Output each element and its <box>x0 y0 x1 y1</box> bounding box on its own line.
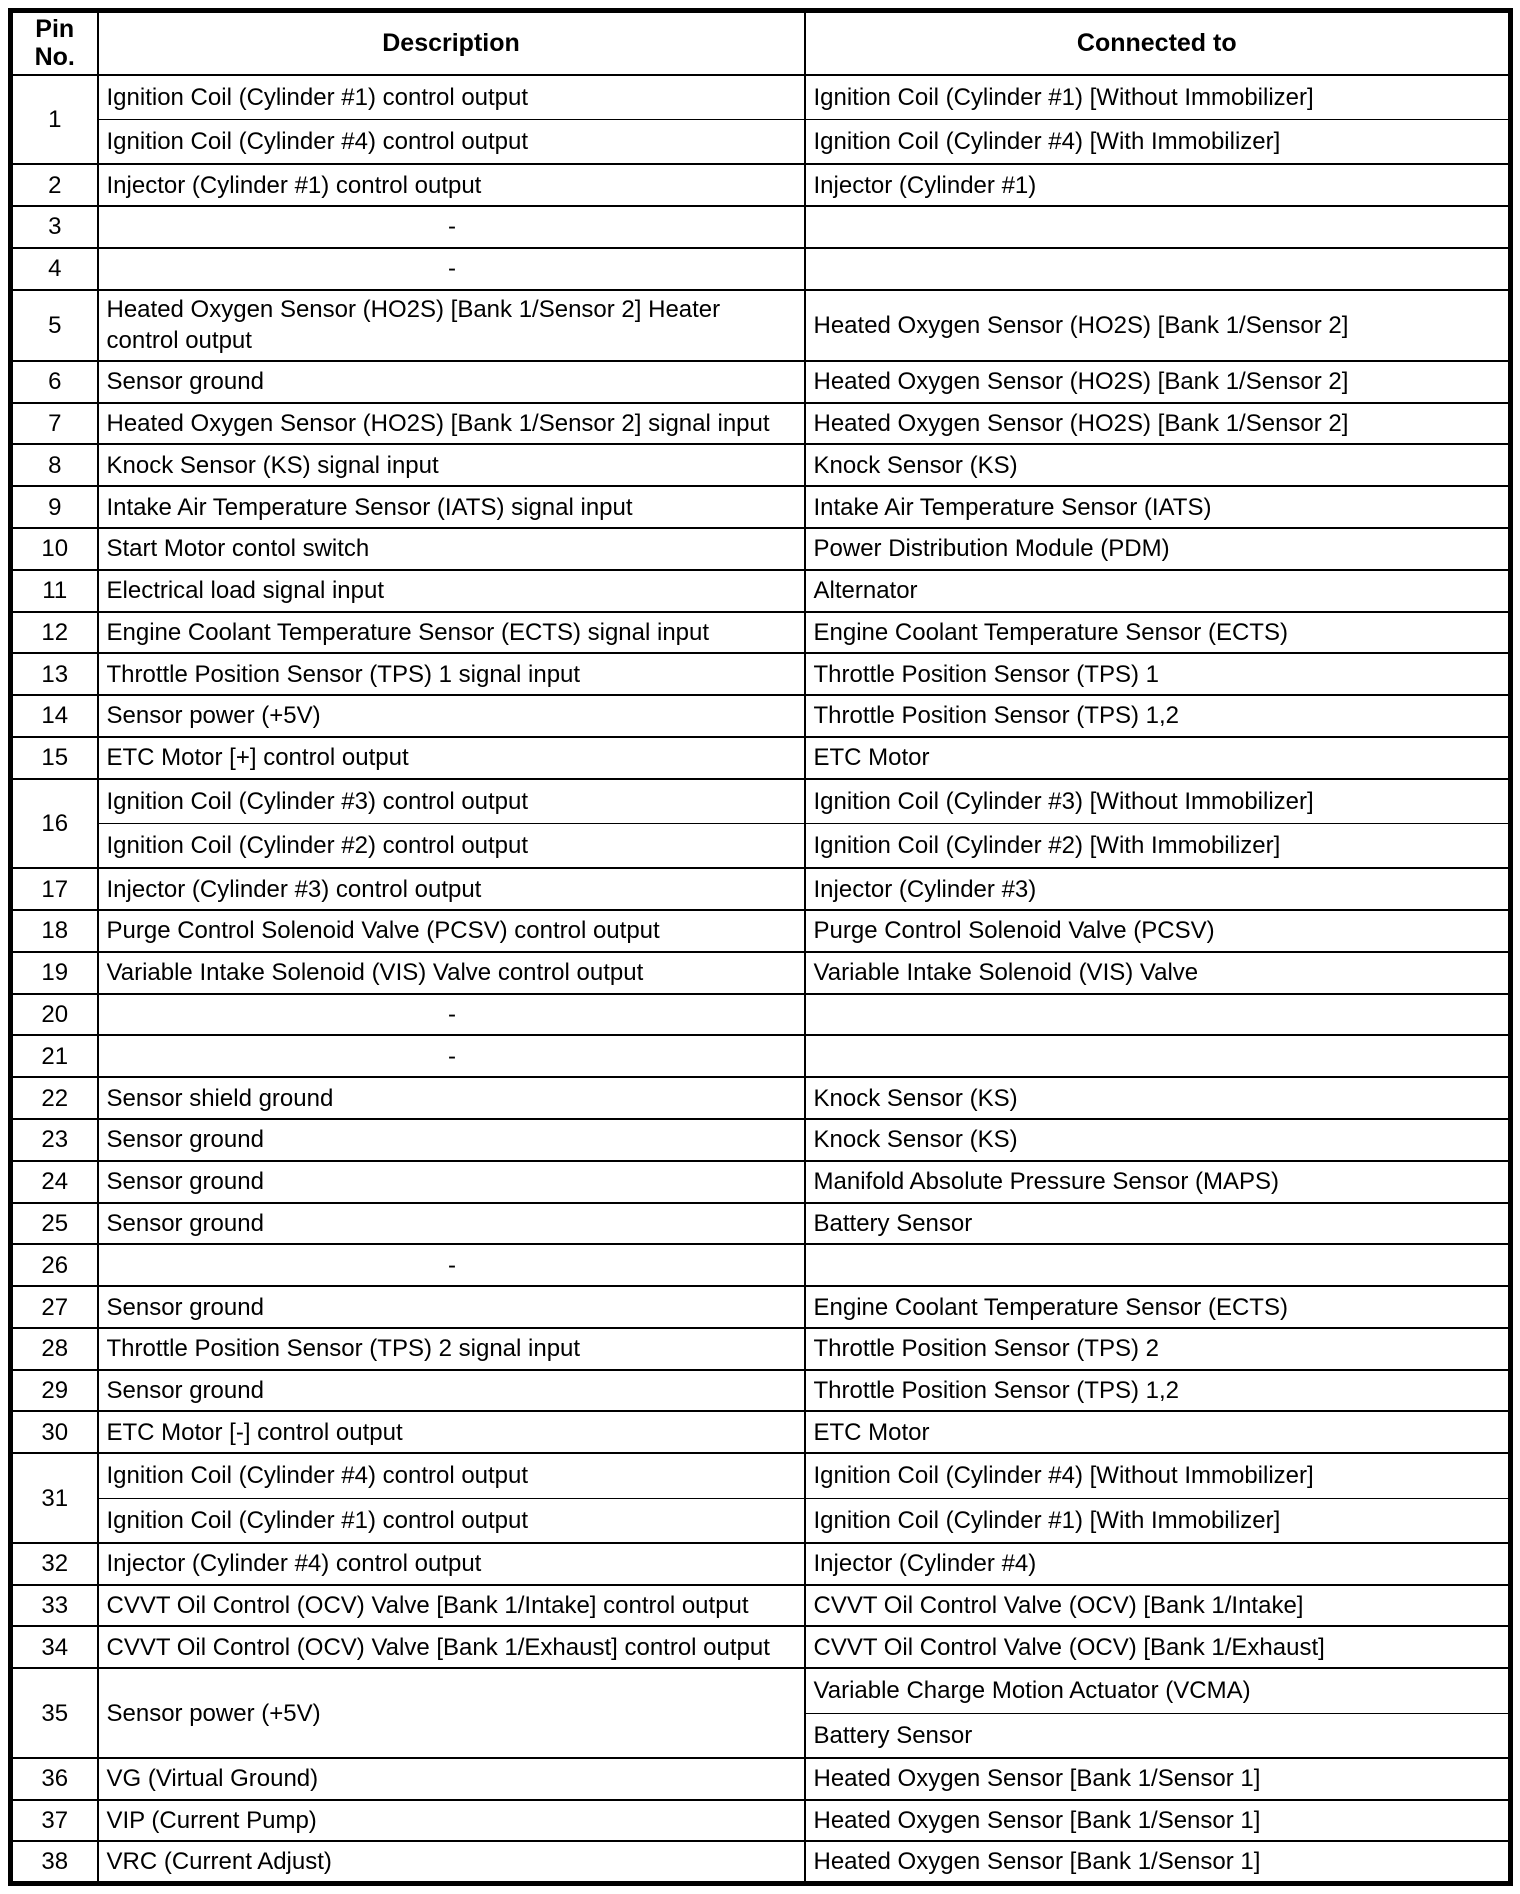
connected-to-cell: Knock Sensor (KS) <box>805 1077 1511 1119</box>
pin-number-cell: 15 <box>11 737 98 779</box>
connected-to-cell: Ignition Coil (Cylinder #1) [With Immobilizer] <box>805 1498 1511 1543</box>
pin-number-cell: 5 <box>11 290 98 361</box>
table-row <box>11 695 1511 737</box>
table-row <box>11 248 1511 290</box>
description-cell: - <box>98 206 805 248</box>
table-header-row <box>11 11 1511 75</box>
table-row <box>11 206 1511 248</box>
table-row <box>11 1543 1511 1585</box>
connected-to-cell: Manifold Absolute Pressure Sensor (MAPS) <box>805 1161 1511 1203</box>
pin-number-cell: 7 <box>11 403 98 445</box>
pin-number-cell: 36 <box>11 1758 98 1800</box>
description-cell: Sensor power (+5V) <box>98 695 805 737</box>
pin-number-cell: 2 <box>11 164 98 206</box>
description-cell: VG (Virtual Ground) <box>98 1758 805 1800</box>
pin-number-cell: 31 <box>11 1453 98 1543</box>
pin-number-cell: 13 <box>11 653 98 695</box>
connected-to-cell: Purge Control Solenoid Valve (PCSV) <box>805 910 1511 952</box>
pin-number-cell: 28 <box>11 1328 98 1370</box>
description-cell: - <box>98 994 805 1036</box>
description-cell: Throttle Position Sensor (TPS) 1 signal input <box>98 653 805 695</box>
pin-number-cell: 27 <box>11 1286 98 1328</box>
connected-to-cell: Throttle Position Sensor (TPS) 1 <box>805 653 1511 695</box>
table-row <box>11 1244 1511 1286</box>
table-row <box>11 868 1511 910</box>
pin-number-cell: 17 <box>11 868 98 910</box>
description-cell: Sensor shield ground <box>98 1077 805 1119</box>
description-cell: Ignition Coil (Cylinder #1) control output <box>98 75 805 120</box>
description-cell: Ignition Coil (Cylinder #4) control output <box>98 119 805 164</box>
description-cell: Variable Intake Solenoid (VIS) Valve control output <box>98 952 805 994</box>
description-cell: Injector (Cylinder #3) control output <box>98 868 805 910</box>
pin-number-cell: 6 <box>11 361 98 403</box>
pin-number-cell: 18 <box>11 910 98 952</box>
connected-to-cell: Heated Oxygen Sensor (HO2S) [Bank 1/Sensor 2] <box>805 361 1511 403</box>
connected-to-cell: Power Distribution Module (PDM) <box>805 528 1511 570</box>
pin-number-cell: 24 <box>11 1161 98 1203</box>
connected-to-cell: Injector (Cylinder #4) <box>805 1543 1511 1585</box>
table-row <box>11 1585 1511 1627</box>
table-row <box>11 1119 1511 1161</box>
connected-to-cell: Engine Coolant Temperature Sensor (ECTS) <box>805 612 1511 654</box>
connected-to-cell: Heated Oxygen Sensor (HO2S) [Bank 1/Sensor 2] <box>805 290 1511 361</box>
table-row <box>11 612 1511 654</box>
header-pin-line1: Pin <box>35 15 75 44</box>
connected-to-cell: Ignition Coil (Cylinder #4) [Without Immobilizer] <box>805 1453 1511 1498</box>
table-row <box>11 486 1511 528</box>
connected-to-cell: Intake Air Temperature Sensor (IATS) <box>805 486 1511 528</box>
table-row <box>11 528 1511 570</box>
table-row <box>11 823 1511 868</box>
description-cell: Sensor ground <box>98 361 805 403</box>
pin-number-cell: 26 <box>11 1244 98 1286</box>
description-cell: ETC Motor [+] control output <box>98 737 805 779</box>
connected-to-cell <box>805 248 1511 290</box>
table-row <box>11 1841 1511 1883</box>
connected-to-cell: Battery Sensor <box>805 1713 1511 1758</box>
table-row <box>11 1161 1511 1203</box>
table-row <box>11 290 1511 361</box>
table-row <box>11 1758 1511 1800</box>
pin-number-cell: 1 <box>11 75 98 165</box>
connected-to-cell: Heated Oxygen Sensor [Bank 1/Sensor 1] <box>805 1841 1511 1883</box>
connected-to-cell: Injector (Cylinder #1) <box>805 164 1511 206</box>
connected-to-cell: Throttle Position Sensor (TPS) 1,2 <box>805 695 1511 737</box>
description-cell: VRC (Current Adjust) <box>98 1841 805 1883</box>
connected-to-cell: Alternator <box>805 570 1511 612</box>
connected-to-cell: Heated Oxygen Sensor (HO2S) [Bank 1/Sensor 2] <box>805 403 1511 445</box>
pinout-table <box>8 8 1513 1886</box>
pin-number-cell: 38 <box>11 1841 98 1883</box>
description-cell: Injector (Cylinder #4) control output <box>98 1543 805 1585</box>
table-row <box>11 1498 1511 1543</box>
pin-number-cell: 12 <box>11 612 98 654</box>
connected-to-cell: Ignition Coil (Cylinder #4) [With Immobilizer] <box>805 119 1511 164</box>
table-row <box>11 444 1511 486</box>
table-row <box>11 1203 1511 1245</box>
connected-to-cell: Heated Oxygen Sensor [Bank 1/Sensor 1] <box>805 1800 1511 1842</box>
connected-to-cell: Knock Sensor (KS) <box>805 444 1511 486</box>
table-row <box>11 1668 1511 1713</box>
table-row <box>11 952 1511 994</box>
connected-to-cell: Variable Charge Motion Actuator (VCMA) <box>805 1668 1511 1713</box>
description-cell: Sensor ground <box>98 1203 805 1245</box>
description-cell: Intake Air Temperature Sensor (IATS) signal input <box>98 486 805 528</box>
table-row <box>11 570 1511 612</box>
table-row <box>11 1800 1511 1842</box>
description-cell: Sensor ground <box>98 1370 805 1412</box>
table-row <box>11 1453 1511 1498</box>
connected-to-cell: CVVT Oil Control Valve (OCV) [Bank 1/Intake] <box>805 1585 1511 1627</box>
description-cell: Sensor ground <box>98 1119 805 1161</box>
description-cell: VIP (Current Pump) <box>98 1800 805 1842</box>
description-cell: Engine Coolant Temperature Sensor (ECTS) signal input <box>98 612 805 654</box>
connected-to-cell: Knock Sensor (KS) <box>805 1119 1511 1161</box>
pin-number-cell: 35 <box>11 1668 98 1758</box>
table-row <box>11 1328 1511 1370</box>
description-cell: Injector (Cylinder #1) control output <box>98 164 805 206</box>
pin-number-cell: 10 <box>11 528 98 570</box>
connected-to-cell: ETC Motor <box>805 737 1511 779</box>
description-cell: Electrical load signal input <box>98 570 805 612</box>
connected-to-cell: Throttle Position Sensor (TPS) 2 <box>805 1328 1511 1370</box>
table-row <box>11 75 1511 120</box>
pin-number-cell: 21 <box>11 1035 98 1077</box>
table-row <box>11 1077 1511 1119</box>
table-row <box>11 164 1511 206</box>
connected-to-cell: Injector (Cylinder #3) <box>805 868 1511 910</box>
table-row <box>11 779 1511 824</box>
connected-to-cell: Ignition Coil (Cylinder #2) [With Immobilizer] <box>805 823 1511 868</box>
connected-to-cell <box>805 1244 1511 1286</box>
table-row <box>11 1626 1511 1668</box>
table-row <box>11 1370 1511 1412</box>
table-row <box>11 910 1511 952</box>
pin-number-cell: 4 <box>11 248 98 290</box>
connected-to-cell: Ignition Coil (Cylinder #3) [Without Immobilizer] <box>805 779 1511 824</box>
description-cell: Ignition Coil (Cylinder #1) control output <box>98 1498 805 1543</box>
pin-number-cell: 22 <box>11 1077 98 1119</box>
connected-to-cell: Ignition Coil (Cylinder #1) [Without Immobilizer] <box>805 75 1511 120</box>
connected-to-cell <box>805 206 1511 248</box>
description-text: Heated Oxygen Sensor (HO2S) [Bank 1/Sensor 2] Heater control output <box>106 296 721 355</box>
connected-to-cell: Battery Sensor <box>805 1203 1511 1245</box>
header-description: Description <box>98 11 805 75</box>
pin-number-cell: 20 <box>11 994 98 1036</box>
description-cell: Purge Control Solenoid Valve (PCSV) control output <box>98 910 805 952</box>
table-row <box>11 403 1511 445</box>
table-row <box>11 737 1511 779</box>
description-cell: Sensor ground <box>98 1286 805 1328</box>
table-row <box>11 1035 1511 1077</box>
description-cell: Heated Oxygen Sensor (HO2S) [Bank 1/Sensor 2] signal input <box>98 403 805 445</box>
pin-number-cell: 32 <box>11 1543 98 1585</box>
pin-number-cell: 11 <box>11 570 98 612</box>
connected-to-cell <box>805 1035 1511 1077</box>
description-cell: Sensor power (+5V) <box>98 1668 805 1758</box>
pin-number-cell: 37 <box>11 1800 98 1842</box>
description-cell: - <box>98 248 805 290</box>
description-cell: ETC Motor [-] control output <box>98 1411 805 1453</box>
connected-to-cell: CVVT Oil Control Valve (OCV) [Bank 1/Exhaust] <box>805 1626 1511 1668</box>
description-cell: Ignition Coil (Cylinder #3) control output <box>98 779 805 824</box>
pin-number-cell: 30 <box>11 1411 98 1453</box>
connected-to-cell <box>805 994 1511 1036</box>
pin-number-cell: 16 <box>11 779 98 869</box>
table-row <box>11 119 1511 164</box>
pin-number-cell: 23 <box>11 1119 98 1161</box>
header-pin-line2: No. <box>34 43 75 72</box>
description-cell: Ignition Coil (Cylinder #4) control output <box>98 1453 805 1498</box>
connected-to-cell: ETC Motor <box>805 1411 1511 1453</box>
description-cell: Throttle Position Sensor (TPS) 2 signal input <box>98 1328 805 1370</box>
description-cell: Ignition Coil (Cylinder #2) control output <box>98 823 805 868</box>
table-row <box>11 653 1511 695</box>
connected-to-cell: Variable Intake Solenoid (VIS) Valve <box>805 952 1511 994</box>
pin-number-cell: 14 <box>11 695 98 737</box>
table-row <box>11 361 1511 403</box>
table-row <box>11 1411 1511 1453</box>
description-cell: - <box>98 1035 805 1077</box>
description-cell: - <box>98 1244 805 1286</box>
pin-number-cell: 29 <box>11 1370 98 1412</box>
connected-to-cell: Engine Coolant Temperature Sensor (ECTS) <box>805 1286 1511 1328</box>
pin-number-cell: 33 <box>11 1585 98 1627</box>
pin-number-cell: 8 <box>11 444 98 486</box>
pinout-table-body <box>11 75 1511 1884</box>
pin-number-cell: 3 <box>11 206 98 248</box>
pin-number-cell: 34 <box>11 1626 98 1668</box>
description-cell <box>98 290 805 361</box>
table-row <box>11 994 1511 1036</box>
description-cell: Start Motor contol switch <box>98 528 805 570</box>
pin-number-cell: 19 <box>11 952 98 994</box>
description-cell: CVVT Oil Control (OCV) Valve [Bank 1/Exhaust] control output <box>98 1626 805 1668</box>
pin-number-cell: 25 <box>11 1203 98 1245</box>
connected-to-cell: Throttle Position Sensor (TPS) 1,2 <box>805 1370 1511 1412</box>
pin-number-cell: 9 <box>11 486 98 528</box>
description-cell: CVVT Oil Control (OCV) Valve [Bank 1/Intake] control output <box>98 1585 805 1627</box>
header-connected-to: Connected to <box>805 11 1511 75</box>
description-cell: Knock Sensor (KS) signal input <box>98 444 805 486</box>
header-pin-no <box>11 11 98 75</box>
connected-to-cell: Heated Oxygen Sensor [Bank 1/Sensor 1] <box>805 1758 1511 1800</box>
table-row <box>11 1286 1511 1328</box>
description-cell: Sensor ground <box>98 1161 805 1203</box>
